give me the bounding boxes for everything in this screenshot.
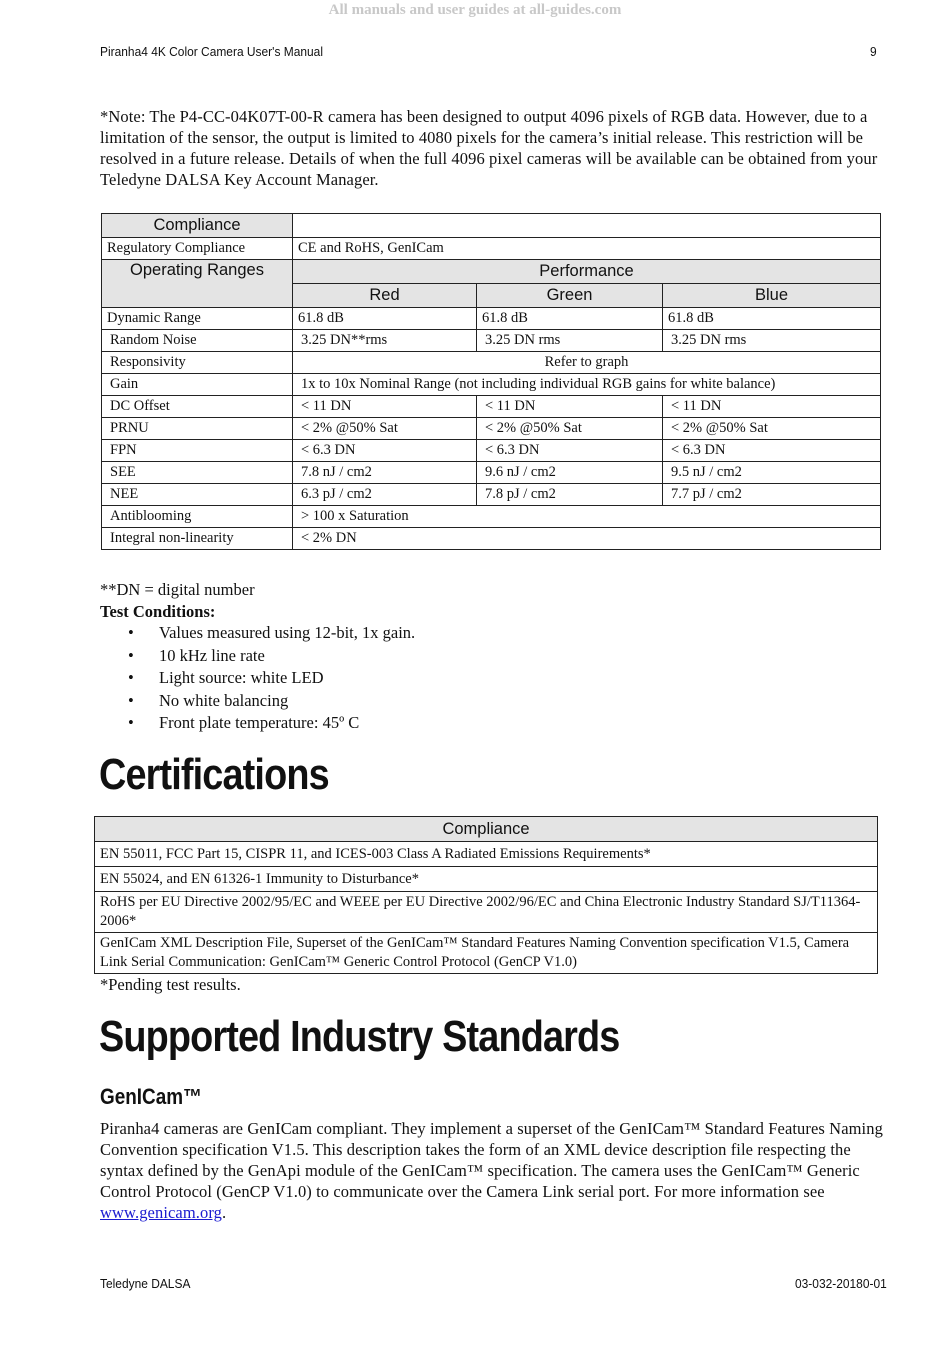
operating-ranges-header: Operating Ranges (102, 260, 293, 308)
genicam-paragraph (100, 1118, 890, 1223)
red-value: < 6.3 DN (293, 440, 477, 462)
bullet-icon: • (128, 645, 134, 665)
red-value: < 11 DN (293, 396, 477, 418)
list-item-text: No white balancing (159, 690, 289, 710)
row-label: Random Noise (102, 330, 293, 352)
blue-value: < 6.3 DN (663, 440, 881, 462)
compliance-header: Compliance (102, 214, 293, 238)
table-row (102, 484, 881, 506)
certification-item: RoHS per EU Directive 2002/95/EC and WEEE per EU Directive 2002/96/EC and China Electronic Industry Standard SJ/T11364-2006* (95, 892, 878, 933)
red-value: < 2% @50% Sat (293, 418, 477, 440)
blue-value: 7.7 pJ / cm2 (663, 484, 881, 506)
list-item (128, 690, 415, 713)
table-row (102, 330, 881, 352)
green-value: 9.6 nJ / cm2 (477, 462, 663, 484)
standards-heading: Supported Industry Standards (99, 1012, 620, 1061)
red-column-header: Red (293, 284, 477, 308)
specification-table (101, 213, 881, 550)
table-row (95, 933, 878, 974)
list-item-text: 10 kHz line rate (159, 645, 265, 665)
blue-column-header: Blue (663, 284, 881, 308)
green-value: < 6.3 DN (477, 440, 663, 462)
row-label: Dynamic Range (102, 308, 293, 330)
blue-value: 9.5 nJ / cm2 (663, 462, 881, 484)
list-item (128, 667, 415, 690)
table-row (95, 867, 878, 892)
span-value: < 2% DN (293, 528, 881, 550)
list-item-text: Values measured using 12-bit, 1x gain. (159, 623, 416, 642)
dn-footnote: **DN = digital number (100, 580, 255, 599)
table-row (95, 842, 878, 867)
row-label: DC Offset (102, 396, 293, 418)
span-value: Refer to graph (293, 352, 881, 374)
footer-company: Teledyne DALSA (100, 1276, 191, 1291)
paragraph-text: Piranha4 cameras are GenICam compliant. They implement a superset of the GenICam™ Standard Features Naming Convention specification V1.5. This description takes the form of an XML device description file respecting the syntax defined by the GenApi module of the GenICam™ specification. The camera uses the GenICam™ Generic Control Protocol (GenCP V1.0) to communicate over the Camera Link serial port. For more information see (100, 1119, 883, 1201)
paragraph-end: . (222, 1203, 227, 1222)
row-label: NEE (102, 484, 293, 506)
watermark-text: All manuals and user guides at all-guides.com (328, 2, 622, 18)
page-number: 9 (870, 44, 877, 59)
red-value: 6.3 pJ / cm2 (293, 484, 477, 506)
bullet-icon: • (128, 690, 134, 710)
regulatory-label: Regulatory Compliance (102, 238, 293, 260)
test-conditions-list (128, 622, 415, 735)
blue-value: < 11 DN (663, 396, 881, 418)
red-value: 3.25 DN**rms (293, 330, 477, 352)
table-row (102, 506, 881, 528)
regulatory-value: CE and RoHS, GenICam (293, 238, 881, 260)
list-item (128, 622, 415, 645)
span-value: > 100 x Saturation (293, 506, 881, 528)
bullet-icon: • (128, 668, 134, 687)
list-item-text: Light source: white LED (159, 668, 324, 687)
list-item-text: Front plate temperature: 45º C (159, 713, 360, 732)
row-label: Gain (102, 374, 293, 396)
pending-note: *Pending test results. (100, 975, 241, 994)
green-value: < 11 DN (477, 396, 663, 418)
row-label: Antiblooming (102, 506, 293, 528)
red-value: 7.8 nJ / cm2 (293, 462, 477, 484)
header-title: Piranha4 4K Color Camera User's Manual (100, 44, 323, 59)
row-label: PRNU (102, 418, 293, 440)
genicam-link[interactable]: www.genicam.org (100, 1203, 223, 1222)
span-value: 1x to 10x Nominal Range (not including individual RGB gains for white balance) (293, 374, 881, 396)
green-value: 3.25 DN rms (477, 330, 663, 352)
genicam-subheading: GenICam™ (100, 1084, 202, 1109)
green-column-header: Green (477, 284, 663, 308)
blue-value: < 2% @50% Sat (663, 418, 881, 440)
certification-item: EN 55011, FCC Part 15, CISPR 11, and ICES-003 Class A Radiated Emissions Requirements* (95, 842, 878, 867)
row-label: Responsivity (102, 352, 293, 374)
list-item (128, 712, 415, 735)
table-row (102, 352, 881, 374)
row-label: FPN (102, 440, 293, 462)
list-item (128, 645, 415, 668)
table-row (102, 528, 881, 550)
green-value: 7.8 pJ / cm2 (477, 484, 663, 506)
table-row (95, 892, 878, 933)
table-row (102, 396, 881, 418)
blue-value: 61.8 dB (663, 308, 881, 330)
bullet-icon: • (128, 623, 134, 642)
camera-note: *Note: The P4-CC-04K07T-00-R camera has been designed to output 4096 pixels of RGB data. However, due to a limitation of the sensor, the output is limited to 4080 pixels for the camera’s initial release. This restriction will be resolved in a future release. Details of when the full 4096 pixel cameras will be available can be obtained from your Teledyne DALSA Key Account Manager. (100, 107, 878, 189)
certification-item: GenICam XML Description File, Superset of the GenICam™ Standard Features Naming Convention specification V1.5, Camera Link Serial Communication: GenICam™ Generic Control Protocol (GenCP V1.0) (95, 933, 878, 974)
green-value: < 2% @50% Sat (477, 418, 663, 440)
green-value: 61.8 dB (477, 308, 663, 330)
test-conditions-title: Test Conditions: (100, 602, 216, 621)
red-value: 61.8 dB (293, 308, 477, 330)
footer-doc-number: 03-032-20180-01 (795, 1276, 887, 1291)
row-label: Integral non-linearity (102, 528, 293, 550)
certifications-heading: Certifications (99, 750, 329, 799)
certifications-table-header: Compliance (95, 817, 878, 842)
table-row (102, 374, 881, 396)
row-label: SEE (102, 462, 293, 484)
certifications-table (94, 816, 878, 974)
table-row (102, 418, 881, 440)
table-row (102, 462, 881, 484)
compliance-header-empty (293, 214, 881, 238)
certification-item: EN 55024, and EN 61326-1 Immunity to Disturbance* (95, 867, 878, 892)
table-row (102, 440, 881, 462)
table-row (102, 308, 881, 330)
blue-value: 3.25 DN rms (663, 330, 881, 352)
performance-header: Performance (293, 260, 881, 284)
bullet-icon: • (128, 713, 134, 732)
